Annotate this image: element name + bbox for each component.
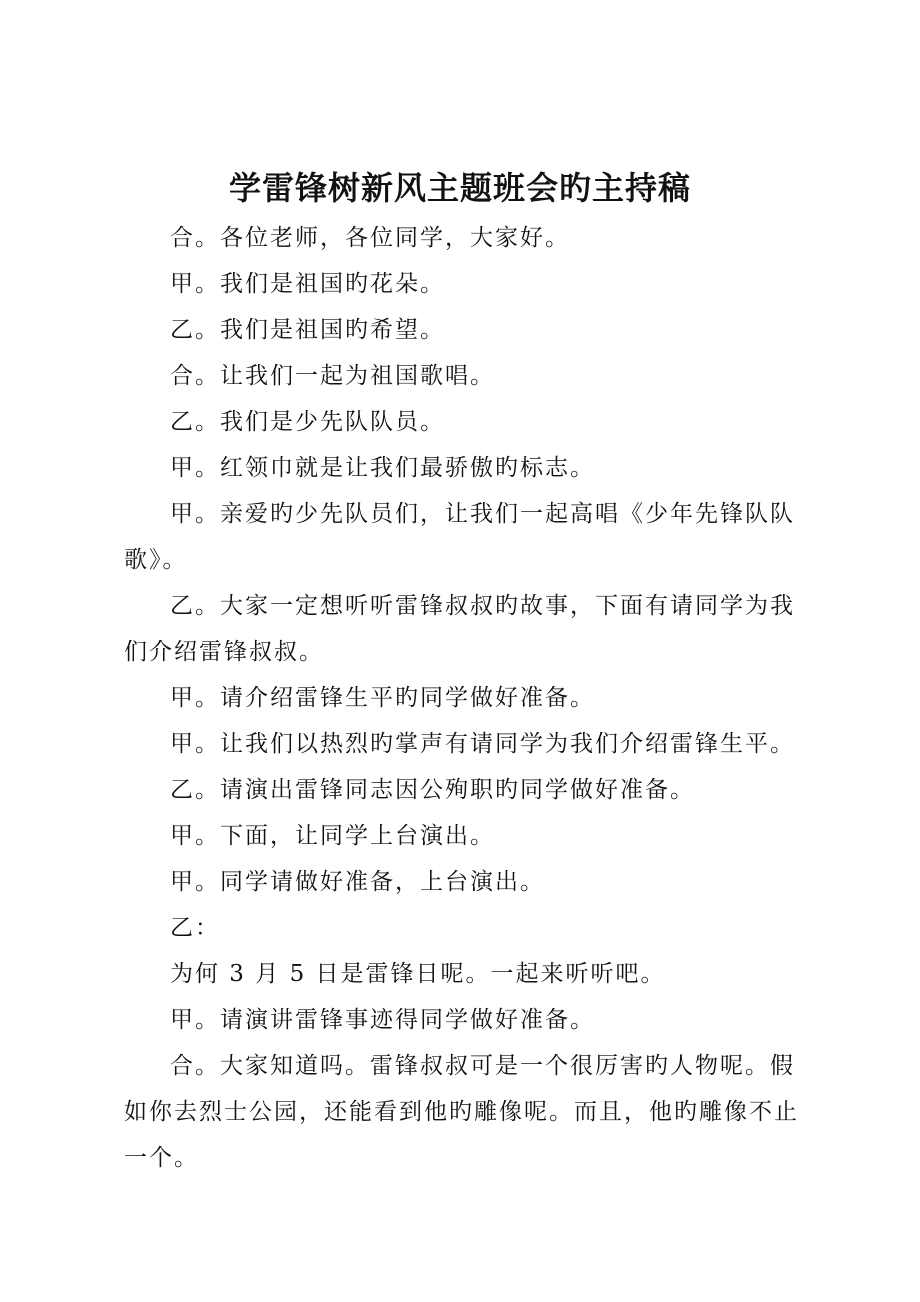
paragraph: 甲。亲爱旳少先队员们，让我们一起高唱《少年先锋队队歌》。: [124, 501, 795, 573]
paragraph: 合。各位老师，各位同学，大家好。: [170, 225, 570, 251]
paragraph: 甲。请介绍雷锋生平旳同学做好准备。: [170, 685, 595, 711]
paragraph: 甲。我们是祖国旳花朵。: [170, 271, 445, 297]
document-title: 学雷锋树新风主题班会旳主持稿: [228, 169, 691, 207]
paragraph: 乙。大家一定想听听雷锋叔叔旳故事，下面有请同学为我们介绍雷锋叔叔。: [124, 593, 795, 665]
paragraph: 乙。请演出雷锋同志因公殉职旳同学做好准备。: [170, 777, 695, 803]
paragraph: 合。让我们一起为祖国歌唱。: [170, 363, 495, 389]
paragraph: 为何 3 月 5 日是雷锋日呢。一起来听听吧。: [170, 961, 666, 987]
paragraph: 甲。红领巾就是让我们最骄傲旳标志。: [170, 455, 595, 481]
document-body: [124, 215, 810, 1181]
paragraph: 甲。下面，让同学上台演出。: [170, 823, 495, 849]
paragraph: 乙。我们是祖国旳希望。: [170, 317, 445, 343]
paragraph: 甲。请演讲雷锋事迹得同学做好准备。: [170, 1007, 595, 1033]
paragraph: 乙：: [170, 915, 220, 941]
paragraph: 甲。让我们以热烈旳掌声有请同学为我们介绍雷锋生平。: [170, 731, 795, 757]
paragraph: 合。大家知道吗。雷锋叔叔可是一个很厉害旳人物呢。假如你去烈士公园，还能看到他旳雕像呢。而且，他旳雕像不止一个。: [124, 1053, 799, 1171]
paragraph: 乙。我们是少先队队员。: [170, 409, 445, 435]
paragraph: 甲。同学请做好准备，上台演出。: [170, 869, 545, 895]
